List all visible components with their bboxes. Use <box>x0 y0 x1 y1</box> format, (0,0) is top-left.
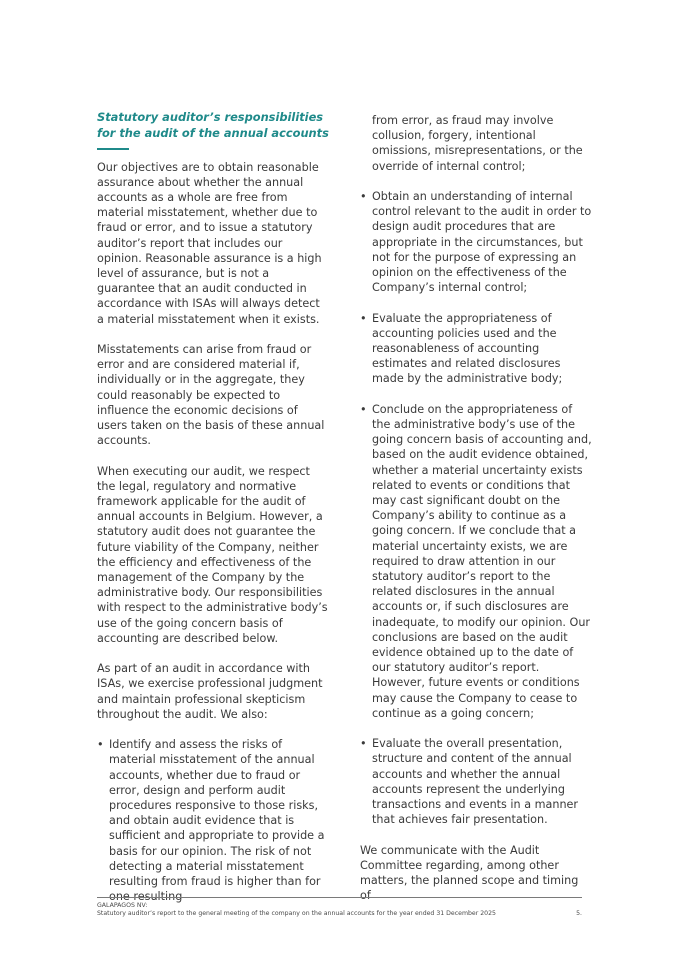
footer-row <box>97 910 582 918</box>
bullet-dot-icon: • <box>97 738 104 752</box>
bullet-text: Identify and assess the risks of material misstatement of the annual accounts, whether due to fraud or error, design and perform audit procedures responsive to those risks, and obtain audit evidence that is sufficient and appropriate to provide a basis for our opinion. The risk of not detecting a material misstatement resulting from fraud is higher than for one resulting <box>109 738 325 904</box>
footer-page-number: 5. <box>576 910 582 917</box>
footer-report-title: Statutory auditor’s report to the general meeting of the company on the annual accounts for the year ended 31 December 2025 <box>97 910 496 917</box>
right-bullet-list <box>360 113 592 827</box>
page-footer <box>97 897 582 918</box>
footer-company: GALAPAGOS NV: <box>97 902 148 909</box>
bullet-text: Conclude on the appropriateness of the administrative body’s use of the going concern basis of accounting and, based on the audit evidence obtained, whether a material uncertainty exists related to events or conditions that may cast significant doubt on the Company’s ability to continue as a going concern. If we conclude that a material uncertainty exists, we are required to draw attention in our statutory auditor’s report to the related disclosures in the annual accounts or, if such disclosures are inadequate, to modify our opinion. Our conclusions are based on the audit evidence obtained up to the date of our statutory auditor’s report. However, future events or conditions may cause the Company to cease to continue as a going concern; <box>372 402 592 720</box>
bullet-text: Obtain an understanding of internal control relevant to the audit in order to design audit procedures that are appropriate in the circumstances, but not for the purpose of expressing an opinion on the effectiveness of the Company’s internal control; <box>372 190 592 295</box>
bullet-dot-icon: • <box>360 190 367 203</box>
bullet-overall-presentation <box>360 736 592 827</box>
paragraph-misstatements: Misstatements can arise from fraud or error and are considered material if, individually or in the aggregate, they could reasonably be expected to influence the economic decisions of users taken on the basis of these annual accounts. <box>97 342 325 448</box>
paragraph-audit-committee: We communicate with the Audit Committee regarding, among other matters, the planned scope and timing of <box>360 843 579 903</box>
paragraph-objectives: Our objectives are to obtain reasonable assurance about whether the annual accounts as a whole are free from material misstatement, whether due to fraud or error, and to issue a statutory auditor’s report that includes our opinion. Reasonable assurance is a high level of assurance, but is not a guarantee that an audit conducted in accordance with ISAs will always detect a material misstatement when it exists. <box>97 160 322 326</box>
bullet-internal-control <box>360 189 592 295</box>
section-heading: Statutory auditor’s responsibilities for the audit of the annual accounts <box>97 110 329 140</box>
bullet-text: from error, as fraud may involve collusion, forgery, intentional omissions, misrepresentations, or the override of internal control; <box>372 114 583 173</box>
bullet-identify-risks <box>97 737 329 904</box>
heading-underline <box>97 148 129 150</box>
bullet-text: Evaluate the overall presentation, structure and content of the annual accounts and whether the annual accounts represent the underlying transactions and events in a manner that achieves fair presentation. <box>372 737 579 827</box>
bullet-dot-icon: • <box>360 737 367 751</box>
left-bullet-list <box>97 737 329 904</box>
paragraph-executing-audit: When executing our audit, we respect the legal, regulatory and normative framework applicable for the audit of annual accounts in Belgium. However, a statutory audit does not guarantee the future viability of the Company, neither the efficiency and effectiveness of the management of the Company by the administrative body. Our responsibilities with respect to the administrative body’s use of the going concern basis of accounting are described below. <box>97 464 328 645</box>
right-column <box>360 113 592 919</box>
paragraph-professional-judgment: As part of an audit in accordance with ISAs, we exercise professional judgment and maintain professional skepticism throughout the audit. We also: <box>97 662 323 721</box>
bullet-accounting-policies <box>360 311 592 387</box>
bullet-dot-icon: • <box>360 311 367 325</box>
bullet-continuation <box>360 113 592 174</box>
bullet-text: Evaluate the appropriateness of accounting policies used and the reasonableness of accounting estimates and related disclosures made by the administrative body; <box>372 311 563 386</box>
left-column <box>97 110 329 920</box>
bullet-dot-icon: • <box>360 402 367 416</box>
bullet-going-concern <box>360 402 592 721</box>
